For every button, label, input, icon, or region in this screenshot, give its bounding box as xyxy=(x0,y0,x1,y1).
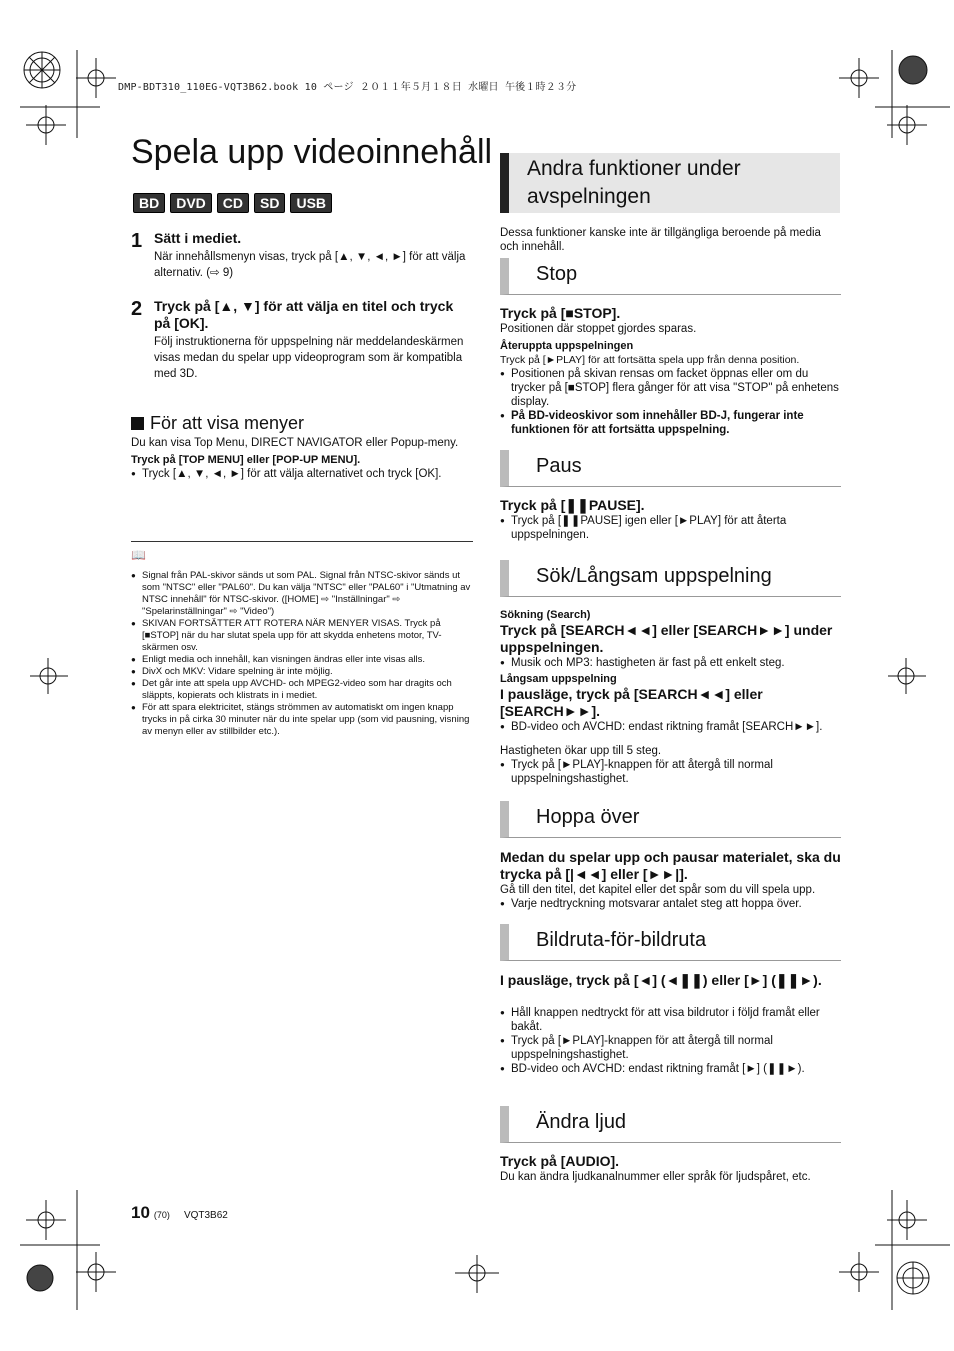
other-functions-intro: Dessa funktioner kanske inte är tillgängliga beroende på media och innehåll. xyxy=(500,227,821,253)
audio-section xyxy=(500,1153,842,1184)
section-heading-frame: Bildruta-för-bildruta xyxy=(500,924,841,961)
document-code: VQT3B62 xyxy=(183,1210,228,1221)
step-title: Sätt i mediet. xyxy=(154,230,242,246)
print-header: DMP-BDT310_110EG-VQT3B62.book 10 ページ ２０１１年５月１８日 水曜日 午後１時２３分 xyxy=(118,82,577,93)
speed-bullets xyxy=(500,758,842,786)
notes-box xyxy=(131,541,473,738)
page-title: Spela upp videoinnehåll xyxy=(131,133,493,171)
badge-usb: USB xyxy=(290,193,332,213)
book-icon: 📖 xyxy=(131,548,146,562)
registration-mark-bottom-right xyxy=(815,1190,950,1310)
notes-list xyxy=(131,570,473,738)
skip-text: Gå till den titel, det kapitel eller det spår som du vill spela upp. xyxy=(500,884,816,896)
step-1 xyxy=(131,230,473,281)
search-section xyxy=(500,608,842,786)
stop-section xyxy=(500,305,842,437)
pause-section xyxy=(500,497,842,542)
slow-label: Långsam uppspelning xyxy=(500,673,617,685)
stop-bullets xyxy=(500,367,842,437)
menus-heading-text: För att visa menyer xyxy=(150,413,305,433)
registration-mark-top-right xyxy=(815,50,950,170)
speed-text: Hastigheten ökar upp till 5 steg. xyxy=(500,745,662,757)
square-bullet-icon xyxy=(131,417,144,430)
list-item: ● SKIVAN FORTSÄTTER ATT ROTERA NÄR MENYER VISAS. Tryck på [■STOP] när du har slutat spela upp för att skydda enhetens motor, TV-skärmen osv. xyxy=(131,618,473,654)
pause-action: Tryck på [❚❚PAUSE]. xyxy=(500,497,645,513)
section-heading-search: Sök/Långsam uppspelning xyxy=(500,560,841,597)
section-heading-audio: Ändra ljud xyxy=(500,1106,841,1143)
section-heading-pause: Paus xyxy=(500,450,841,487)
step-text: När innehållsmenyn visas, tryck på [▲, ▼, ◄, ►] för att välja alternativ. (⇨ 9) xyxy=(154,251,466,279)
step-number: 1 xyxy=(131,230,143,252)
list-item: ● Tryck på [❚❚PAUSE] igen eller [►PLAY] för att återta uppspelningen. xyxy=(500,514,842,542)
search-bullets xyxy=(500,656,842,670)
slow-action: I pausläge, tryck på [SEARCH◄◄] eller [SEARCH►►]. xyxy=(500,686,763,719)
list-item: ● Håll knappen nedtryckt för att visa bildrutor i följd framåt eller bakåt. xyxy=(500,1006,842,1034)
resume-text: Tryck på [►PLAY] för att fortsätta spela upp från denna position. xyxy=(500,354,800,366)
section-heading-skip: Hoppa över xyxy=(500,801,841,838)
slow-bullets xyxy=(500,720,842,734)
audio-text: Du kan ändra ljudkanalnummer eller språk för ljudspåret, etc. xyxy=(500,1171,811,1183)
list-item: ● Tryck på [►PLAY]-knappen för att återgå till normal uppspelningshastighet. xyxy=(500,1034,842,1062)
page-number: 10 xyxy=(131,1203,150,1222)
list-item: ● Signal från PAL-skivor sänds ut som PAL. Signal från NTSC-skivor sänds ut som "NTSC" eller "PAL60". Du kan välja "NTSC" eller "PAL60" i "Utmatning av NTSC innehåll" för NTSC-skivor. ([HOME] ⇨ "Inställningar" ⇨ "Spelarinställningar" ⇨ "Video") xyxy=(131,570,473,618)
search-action: Tryck på [SEARCH◄◄] eller [SEARCH►►] under uppspelningen. xyxy=(500,622,833,655)
badge-dvd: DVD xyxy=(170,193,212,213)
badge-cd: CD xyxy=(217,193,249,213)
step-2 xyxy=(131,298,473,382)
skip-action: Medan du spelar upp och pausar materialet, ska du trycka på [|◄◄] eller [►►|]. xyxy=(500,849,841,882)
list-item: ● Det går inte att spela upp AVCHD- och MPEG2-video som har dragits och släppts, kopierats och klistrats in i mediet. xyxy=(131,678,473,702)
list-item: ● Tryck på [►PLAY]-knappen för att återgå till normal uppspelningshastighet. xyxy=(500,758,842,786)
menus-action: Tryck på [TOP MENU] eller [POP-UP MENU]. xyxy=(131,454,361,466)
list-item: ● För att spara elektricitet, stängs strömmen av automatiskt om ingen knapp trycks in på cirka 30 minuter när du inte spelar upp (som vid pausning, visning av menyn eller av stillbilder etc.). xyxy=(131,702,473,738)
page-number-sub: (70) xyxy=(153,1210,170,1220)
list-item: ● Musik och MP3: hastigheten är fast på ett enkelt steg. xyxy=(500,656,842,670)
list-item: ● Positionen på skivan rensas om facket öppnas eller om du trycker på [■STOP] flera gånger för att visa "STOP" på enhetens display. xyxy=(500,367,842,409)
resume-title: Återuppta uppspelningen xyxy=(500,340,634,352)
list-item: ● Enligt media och innehåll, kan visningen ändras eller inte visas alls. xyxy=(131,654,473,666)
search-label: Sökning (Search) xyxy=(500,609,591,621)
list-item: ● BD-video och AVCHD: endast riktning framåt [►] (❚❚►). xyxy=(500,1062,842,1076)
step-text: Följ instruktionerna för uppspelning när meddelandeskärmen visas medan du spelar upp videoprogram som är kompatibla med 3D. xyxy=(154,336,464,380)
frame-action: I pausläge, tryck på [◄] (◄❚❚) eller [►] (❚❚►). xyxy=(500,972,822,988)
stop-action: Tryck på [■STOP]. xyxy=(500,305,621,321)
menus-heading xyxy=(131,413,473,433)
menus-section xyxy=(131,413,473,481)
badge-bd: BD xyxy=(133,193,165,213)
badge-sd: SD xyxy=(254,193,285,213)
media-badges xyxy=(133,193,332,213)
list-item: ● På BD-videoskivor som innehåller BD-J, fungerar inte funktionen för att fortsätta uppspelning. xyxy=(500,409,842,437)
list-item: ● BD-video och AVCHD: endast riktning framåt [SEARCH►►]. xyxy=(500,720,842,734)
skip-section xyxy=(500,849,842,911)
registration-mark-mid-right xyxy=(888,656,928,696)
registration-mark-mid-left xyxy=(30,656,70,696)
step-number: 2 xyxy=(131,298,143,320)
frame-bullets xyxy=(500,1006,842,1076)
registration-mark-bottom-center xyxy=(455,1255,500,1295)
section-heading-other-functions: Andra funktioner under avspelningen xyxy=(500,153,840,213)
stop-text: Positionen där stoppet gjordes sparas. xyxy=(500,323,697,335)
audio-action: Tryck på [AUDIO]. xyxy=(500,1153,620,1169)
menus-bullets xyxy=(131,467,473,481)
frame-section xyxy=(500,972,842,1076)
list-item: ● DivX och MKV: Vidare spelning är inte möjlig. xyxy=(131,666,473,678)
section-heading-stop: Stop xyxy=(500,258,841,295)
step-title: Tryck på [▲, ▼] för att välja en titel och tryck på [OK]. xyxy=(154,298,454,331)
list-item: ● Tryck [▲, ▼, ◄, ►] för att välja alternativet och tryck [OK]. xyxy=(131,467,473,481)
pause-bullets xyxy=(500,514,842,542)
page-footer xyxy=(131,1203,228,1223)
list-item: ● Varje nedtryckning motsvarar antalet steg att hoppa över. xyxy=(500,897,842,911)
menus-intro: Du kan visa Top Menu, DIRECT NAVIGATOR eller Popup-meny. xyxy=(131,437,459,449)
skip-bullets xyxy=(500,897,842,911)
